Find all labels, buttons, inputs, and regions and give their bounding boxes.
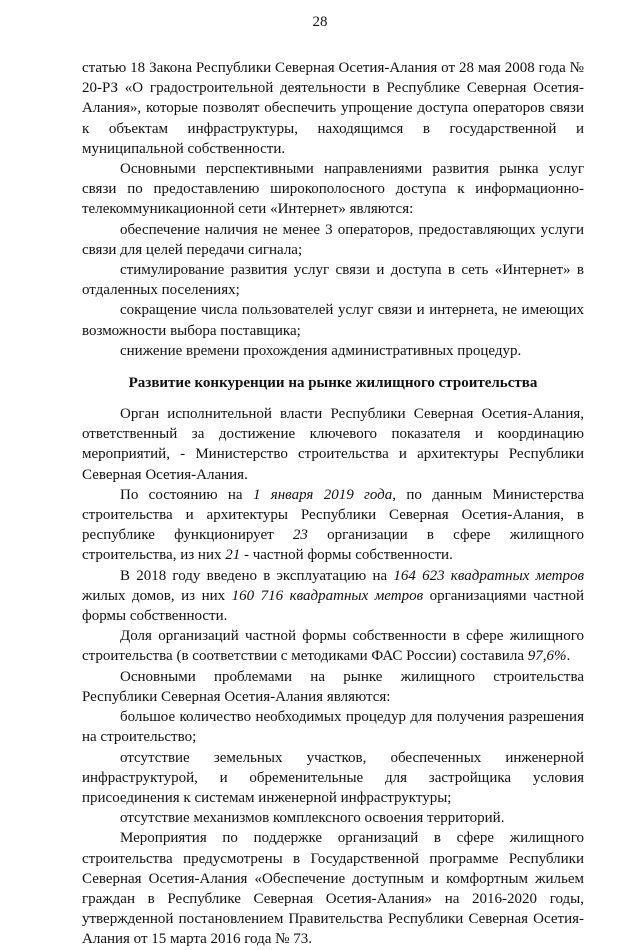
page-number: 28 (312, 14, 328, 30)
paragraph: Мероприятия по поддержке организаций в сфере жилищного строительства предусмотрены в Государственной программе Республики Северная Осетия-Алания «Обеспечение доступным и комфортным жильем граждан в Республике Северная Осетия-Алания» на 2016-2020 годы, утвержденной постановлением Правительства Республики Северная Осетия-Алания от 15 марта 2016 года № 73. (82, 830, 584, 948)
paragraph: Основными проблемами на рынке жилищного строительства Республики Северная Осетия-Алания являются: (82, 668, 584, 705)
paragraph (82, 485, 584, 566)
list-item: отсутствие земельных участков, обеспеченных инженерной инфраструктурой, и обременительные для застройщика условия присоединения к системам инженерной инфраструктуры; (82, 749, 584, 806)
private-area-value: 160 716 квадратных метров (231, 587, 424, 604)
list-item: сокращение числа пользователей услуг связи и интернета, не имеющих возможности выбора поставщика; (82, 302, 584, 339)
document-body (82, 58, 584, 950)
text-run: Доля организаций частной формы собственности в сфере жилищного строительства (в соответствии с методиками ФАС России) составила (82, 628, 584, 665)
list-item: обеспечение наличия не менее 3 операторов, предоставляющих услуги связи для целей передачи сигнала; (82, 221, 584, 258)
text-run: В 2018 году введено в эксплуатацию на (120, 567, 394, 584)
list-item: стимулирование развития услуг связи и доступа в сеть «Интернет» в отдаленных поселениях; (82, 262, 584, 299)
text-run: организации в сфере жилищного строительства, из них (82, 527, 585, 564)
list-item: большое количество необходимых процедур для получения разрешения на строительство; (82, 709, 584, 746)
text-run: организациями частной формы собственности. (82, 587, 585, 625)
date-value: 1 января 2019 года (252, 486, 393, 503)
share-value: 97,6% (527, 648, 567, 665)
private-organization-count: 21 (225, 547, 241, 564)
paragraph (82, 626, 584, 666)
organization-count: 23 (292, 527, 308, 544)
list-item: отсутствие механизмов комплексного освоения территорий. (120, 810, 505, 827)
paragraph: статью 18 Закона Республики Северная Осетия-Алания от 28 мая 2008 года № 20-РЗ «О градостроительной деятельности в Республике Северная Осетия-Алания», которые позволят обеспечить упрощение доступа операторов связи к объектам инфраструктуры, находящимся в государственной и муниципальной собственности. (82, 60, 584, 157)
section-heading: Развитие конкуренции на рынке жилищного строительства (128, 375, 538, 392)
text-run: По состоянию на (120, 486, 253, 503)
total-area-value: 164 623 квадратных метров (393, 567, 585, 584)
text-run: . (566, 648, 571, 665)
paragraph (82, 566, 584, 627)
text-run: жилых домов, из них (82, 587, 232, 604)
paragraph: Основными перспективными направлениями развития рынка услуг связи по предоставлению широкополосного доступа к информационно-телекоммуникационной сети «Интернет» являются: (82, 161, 584, 218)
paragraph: Орган исполнительной власти Республики Северная Осетия-Алания, ответственный за достижение ключевого показателя и координацию мероприятий, - Министерство строительства и архитектуры Республики Северная Осетия-Алания. (82, 406, 584, 483)
text-run: , по данным Министерства строительства и архитектуры Республики Северная Осетия-Алания, в республике функционирует (82, 486, 584, 544)
text-run: - частной формы собственности. (240, 547, 453, 564)
list-item: снижение времени прохождения административных процедур. (120, 342, 522, 359)
